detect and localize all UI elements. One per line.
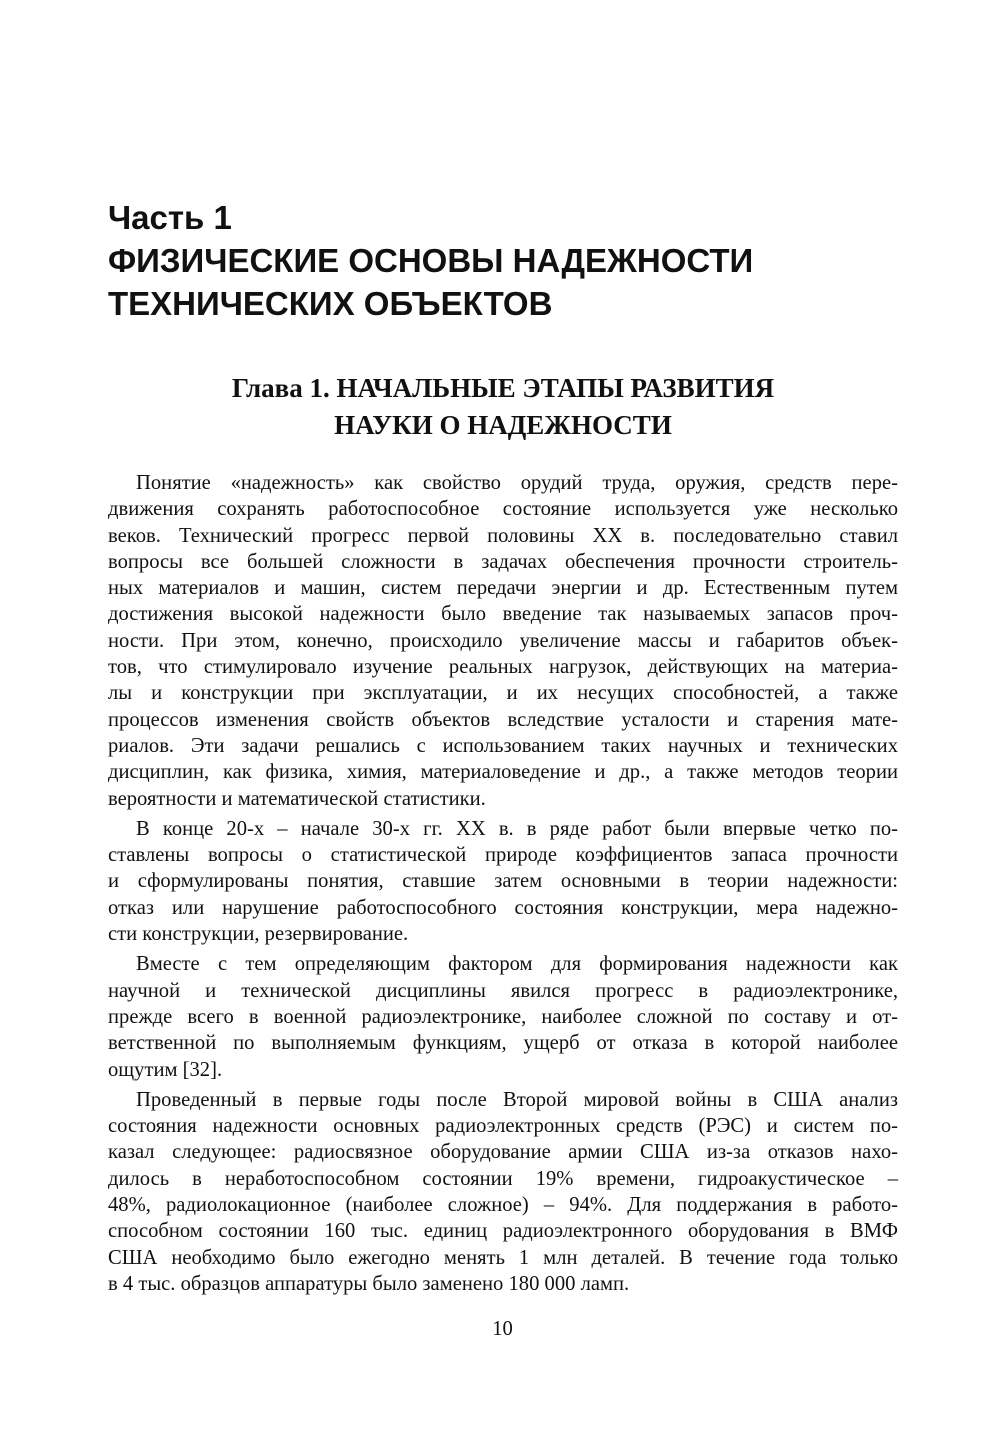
text-line: ных материалов и машин, систем передачи энергии и др. Естественным путем: [108, 577, 898, 600]
text-line: риалов. Эти задачи решались с использованием таких научных и технических: [108, 734, 898, 757]
text-line: дилось в неработоспособном состоянии 19% времени, гидроакустическое –: [108, 1167, 898, 1190]
text-line: дисциплин, как физика, химия, материаловедение и др., а также методов теории: [108, 761, 898, 784]
text-line: вопросы все большей сложности в задачах обеспечения прочности строитель-: [108, 550, 898, 573]
body-text: [108, 470, 898, 1301]
part-title-line: ТЕХНИЧЕСКИХ ОБЪЕКТОВ: [108, 285, 553, 322]
text-line: прежде всего в военной радиоэлектронике, наиболее сложной по составу и от-: [108, 1005, 898, 1028]
text-line: Вместе с тем определяющим фактором для формирования надежности как: [136, 953, 898, 976]
text-line: отказ или нарушение работоспособного состояния конструкции, мера надежно-: [108, 896, 898, 919]
text-line: в 4 тыс. образцов аппаратуры было заменено 180 000 ламп.: [108, 1272, 630, 1295]
text-line: лы и конструкции при эксплуатации, и их несущих способностей, а также: [108, 682, 898, 705]
text-line: тов, что стимулировало изучение реальных нагрузок, действующих на материа-: [108, 656, 898, 679]
part-heading: [108, 196, 908, 325]
chapter-title-line: НАУКИ О НАДЕЖНОСТИ: [334, 410, 672, 440]
text-line: Проведенный в первые годы после Второй мировой войны в США анализ: [136, 1088, 898, 1111]
text-line: 48%, радиолокационное (наиболее сложное) – 94%. Для поддержания в работо-: [108, 1194, 898, 1217]
text-line: Понятие «надежность» как свойство орудий труда, оружия, средств пере-: [136, 472, 898, 494]
text-line: способном состоянии 160 тыс. единиц радиоэлектронного оборудования в ВМФ: [108, 1220, 898, 1243]
text-line: ощутим [32].: [108, 1058, 223, 1081]
text-line: движения сохранять работоспособное состояние используется уже несколько: [108, 498, 898, 521]
chapter-heading: [108, 370, 898, 444]
text-line: США необходимо было ежегодно менять 1 млн деталей. В течение года только: [108, 1246, 898, 1269]
text-line: ветственной по выполняемым функциям, ущерб от отказа в которой наиболее: [108, 1032, 898, 1055]
text-line: В конце 20-х – начале 30-х гг. XX в. в ряде работ были впервые четко по-: [136, 817, 898, 840]
text-line: веков. Технический прогресс первой половины XX в. последовательно ставил: [108, 524, 898, 547]
text-line: сти конструкции, резервирование.: [108, 923, 409, 946]
text-line: состояния надежности основных радиоэлектронных средств (РЭС) и систем по-: [108, 1115, 898, 1138]
text-line: и сформулированы понятия, ставшие затем основными в теории надежности:: [108, 870, 898, 893]
text-line: достижения высокой надежности было введение так называемых запасов проч-: [108, 603, 898, 626]
paragraph: [108, 1087, 898, 1297]
page-number: 10: [492, 1318, 513, 1340]
part-title-line: ФИЗИЧЕСКИЕ ОСНОВЫ НАДЕЖНОСТИ: [108, 242, 754, 279]
paragraph: [108, 470, 898, 812]
text-line: процессов изменения свойств объектов вследствие усталости и старения мате-: [108, 708, 898, 731]
text-line: научной и технической дисциплины явился прогресс в радиоэлектронике,: [108, 979, 898, 1002]
chapter-title-line: Глава 1. НАЧАЛЬНЫЕ ЭТАПЫ РАЗВИТИЯ: [231, 373, 775, 403]
text-line: ставлены вопросы о статистической природе коэффициентов запаса прочности: [108, 844, 898, 867]
text-line: вероятности и математической статистики.: [108, 787, 486, 810]
part-label: Часть 1: [108, 199, 232, 236]
paragraph: [108, 816, 898, 947]
paragraph: [108, 951, 898, 1082]
text-line: ности. При этом, конечно, происходило увеличение массы и габаритов объек-: [108, 629, 898, 652]
text-line: казал следующее: радиосвязное оборудование армии США из-за отказов нахо-: [108, 1141, 898, 1164]
